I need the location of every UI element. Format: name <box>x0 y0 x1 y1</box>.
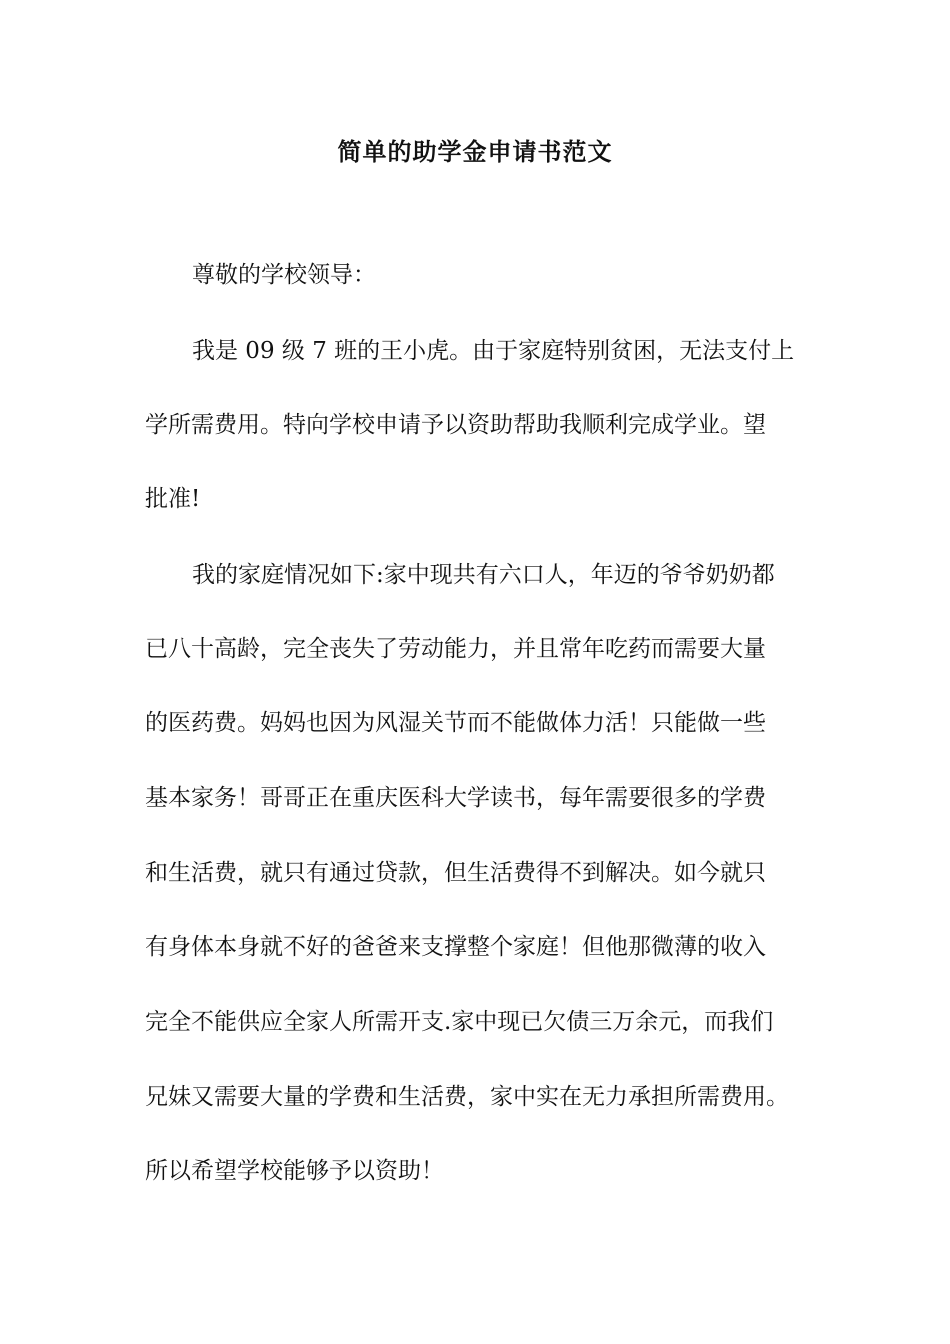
body-line: 所以希望学校能够予以资助！ <box>145 1158 444 1184</box>
body-line: 有身体本身就不好的爸爸来支撑整个家庭！但他那微薄的收入 <box>145 934 766 960</box>
body-line: 学所需费用。特向学校申请予以资助帮助我顺利完成学业。望 <box>145 412 766 438</box>
body-line: 已八十高龄，完全丧失了劳动能力，并且常年吃药而需要大量 <box>145 636 766 662</box>
body-line: 完全不能供应全家人所需开支.家中现已欠债三万余元，而我们 <box>145 1009 774 1035</box>
document-title: 简单的助学金申请书范文 <box>337 137 613 166</box>
body-line: 批准! <box>145 486 201 512</box>
salutation-line: 尊敬的学校领导： <box>192 262 376 288</box>
body-line: 我是 09 级 7 班的王小虎。由于家庭特别贫困，无法支付上 <box>192 338 795 364</box>
body-line: 我的家庭情况如下:家中现共有六口人，年迈的爷爷奶奶都 <box>192 562 775 588</box>
body-line: 基本家务！哥哥正在重庆医科大学读书，每年需要很多的学费 <box>145 785 766 811</box>
body-line: 的医药费。妈妈也因为风湿关节而不能做体力活！只能做一些 <box>145 710 766 736</box>
body-line: 兄妹又需要大量的学费和生活费，家中实在无力承担所需费用。 <box>145 1084 789 1110</box>
body-line: 和生活费，就只有通过贷款，但生活费得不到解决。如今就只 <box>145 860 766 886</box>
